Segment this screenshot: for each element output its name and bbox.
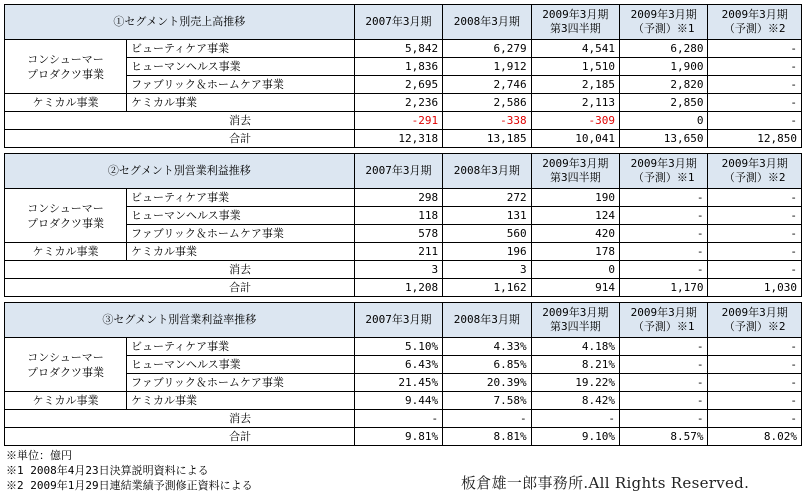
value-cell: 6.43% bbox=[354, 356, 442, 374]
spacer-cell bbox=[5, 279, 127, 297]
value-cell: 9.81% bbox=[354, 428, 442, 446]
group-consumer-products: コンシューマー プロダクツ事業 bbox=[5, 338, 127, 392]
value-cell: 196 bbox=[443, 243, 531, 261]
row-label: ビューティケア事業 bbox=[126, 189, 354, 207]
value-cell: 2,185 bbox=[531, 76, 619, 94]
value-cell: 8.21% bbox=[531, 356, 619, 374]
value-cell: 10,041 bbox=[531, 130, 619, 148]
row-label: ファブリック＆ホームケア事業 bbox=[126, 374, 354, 392]
table-row bbox=[5, 243, 802, 261]
value-cell: 124 bbox=[531, 207, 619, 225]
table-row bbox=[5, 338, 802, 356]
value-cell: -291 bbox=[354, 112, 442, 130]
column-header: 2009年3月期 第3四半期 bbox=[531, 5, 619, 40]
value-cell: 9.10% bbox=[531, 428, 619, 446]
value-cell: 4,541 bbox=[531, 40, 619, 58]
value-cell: 3 bbox=[354, 261, 442, 279]
value-cell: 560 bbox=[443, 225, 531, 243]
row-label: ケミカル事業 bbox=[126, 243, 354, 261]
value-cell: 8.81% bbox=[443, 428, 531, 446]
row-label: 合計 bbox=[126, 428, 354, 446]
value-cell: 7.58% bbox=[443, 392, 531, 410]
value-cell: 3 bbox=[443, 261, 531, 279]
value-cell: 1,170 bbox=[620, 279, 708, 297]
row-label: ヒューマンヘルス事業 bbox=[126, 356, 354, 374]
value-cell: - bbox=[708, 207, 802, 225]
segment-table-1 bbox=[4, 4, 802, 148]
value-cell: - bbox=[620, 392, 708, 410]
value-cell: -309 bbox=[531, 112, 619, 130]
table-title: ②セグメント別営業利益推移 bbox=[5, 154, 355, 189]
value-cell: - bbox=[708, 338, 802, 356]
column-header: 2007年3月期 bbox=[354, 5, 442, 40]
segment-table-3 bbox=[4, 302, 802, 446]
value-cell: 19.22% bbox=[531, 374, 619, 392]
column-header: 2007年3月期 bbox=[354, 303, 442, 338]
value-cell: 2,586 bbox=[443, 94, 531, 112]
value-cell: - bbox=[708, 356, 802, 374]
table-row bbox=[5, 279, 802, 297]
value-cell: 2,746 bbox=[443, 76, 531, 94]
note-2: ※2 2009年1月29日連結業績予測修正資料による bbox=[6, 479, 253, 492]
value-cell: 118 bbox=[354, 207, 442, 225]
row-label: 合計 bbox=[126, 279, 354, 297]
value-cell: 13,185 bbox=[443, 130, 531, 148]
footnotes bbox=[6, 448, 253, 493]
table-row bbox=[5, 189, 802, 207]
row-label: 消去 bbox=[126, 261, 354, 279]
value-cell: - bbox=[708, 94, 802, 112]
value-cell: - bbox=[620, 338, 708, 356]
value-cell: 420 bbox=[531, 225, 619, 243]
value-cell: 578 bbox=[354, 225, 442, 243]
spacer-cell bbox=[5, 410, 127, 428]
value-cell: - bbox=[708, 225, 802, 243]
column-header: 2008年3月期 bbox=[443, 303, 531, 338]
value-cell: 211 bbox=[354, 243, 442, 261]
value-cell: 6.85% bbox=[443, 356, 531, 374]
group-consumer-products: コンシューマー プロダクツ事業 bbox=[5, 40, 127, 94]
value-cell: - bbox=[620, 189, 708, 207]
group-chemical: ケミカル事業 bbox=[5, 392, 127, 410]
value-cell: 178 bbox=[531, 243, 619, 261]
table-title: ①セグメント別売上高推移 bbox=[5, 5, 355, 40]
value-cell: - bbox=[531, 410, 619, 428]
column-header: 2009年3月期 （予測）※2 bbox=[708, 154, 802, 189]
column-header: 2008年3月期 bbox=[443, 154, 531, 189]
value-cell: 2,236 bbox=[354, 94, 442, 112]
value-cell: - bbox=[620, 207, 708, 225]
segment-table-2 bbox=[4, 153, 802, 297]
value-cell: 272 bbox=[443, 189, 531, 207]
value-cell: 1,162 bbox=[443, 279, 531, 297]
value-cell: 1,900 bbox=[620, 58, 708, 76]
row-label: ケミカル事業 bbox=[126, 392, 354, 410]
table-row bbox=[5, 410, 802, 428]
table-row bbox=[5, 112, 802, 130]
row-label: 消去 bbox=[126, 410, 354, 428]
value-cell: - bbox=[620, 243, 708, 261]
row-label: ファブリック＆ホームケア事業 bbox=[126, 225, 354, 243]
value-cell: 2,113 bbox=[531, 94, 619, 112]
row-label: ファブリック＆ホームケア事業 bbox=[126, 76, 354, 94]
spacer-cell bbox=[5, 428, 127, 446]
spacer-cell bbox=[5, 261, 127, 279]
column-header: 2009年3月期 第3四半期 bbox=[531, 303, 619, 338]
value-cell: 21.45% bbox=[354, 374, 442, 392]
value-cell: - bbox=[708, 76, 802, 94]
value-cell: 9.44% bbox=[354, 392, 442, 410]
value-cell: - bbox=[620, 410, 708, 428]
value-cell: - bbox=[708, 58, 802, 76]
value-cell: 190 bbox=[531, 189, 619, 207]
value-cell: 298 bbox=[354, 189, 442, 207]
value-cell: 1,510 bbox=[531, 58, 619, 76]
row-label: ビューティケア事業 bbox=[126, 40, 354, 58]
value-cell: 2,850 bbox=[620, 94, 708, 112]
value-cell: - bbox=[620, 374, 708, 392]
row-label: ヒューマンヘルス事業 bbox=[126, 58, 354, 76]
value-cell: 20.39% bbox=[443, 374, 531, 392]
row-label: ビューティケア事業 bbox=[126, 338, 354, 356]
row-label: ヒューマンヘルス事業 bbox=[126, 207, 354, 225]
column-header: 2009年3月期 （予測）※1 bbox=[620, 303, 708, 338]
column-header: 2009年3月期 （予測）※1 bbox=[620, 5, 708, 40]
value-cell: 0 bbox=[620, 112, 708, 130]
value-cell: 1,208 bbox=[354, 279, 442, 297]
value-cell: - bbox=[620, 261, 708, 279]
note-unit: ※単位：億円 bbox=[6, 449, 72, 462]
value-cell: 8.02% bbox=[708, 428, 802, 446]
column-header: 2009年3月期 （予測）※2 bbox=[708, 303, 802, 338]
row-label: 合計 bbox=[126, 130, 354, 148]
value-cell: 6,279 bbox=[443, 40, 531, 58]
value-cell: - bbox=[708, 189, 802, 207]
value-cell: - bbox=[708, 40, 802, 58]
value-cell: 1,912 bbox=[443, 58, 531, 76]
value-cell: 6,280 bbox=[620, 40, 708, 58]
table-row bbox=[5, 428, 802, 446]
table-row bbox=[5, 392, 802, 410]
value-cell: - bbox=[708, 112, 802, 130]
value-cell: 8.42% bbox=[531, 392, 619, 410]
group-chemical: ケミカル事業 bbox=[5, 94, 127, 112]
value-cell: 914 bbox=[531, 279, 619, 297]
column-header: 2009年3月期 （予測）※2 bbox=[708, 5, 802, 40]
column-header: 2008年3月期 bbox=[443, 5, 531, 40]
row-label: 消去 bbox=[126, 112, 354, 130]
value-cell: 4.18% bbox=[531, 338, 619, 356]
value-cell: - bbox=[620, 225, 708, 243]
table-row bbox=[5, 130, 802, 148]
table-row bbox=[5, 261, 802, 279]
column-header: 2009年3月期 （予測）※1 bbox=[620, 154, 708, 189]
value-cell: 12,318 bbox=[354, 130, 442, 148]
value-cell: - bbox=[620, 356, 708, 374]
row-label: ケミカル事業 bbox=[126, 94, 354, 112]
value-cell: 131 bbox=[443, 207, 531, 225]
value-cell: - bbox=[354, 410, 442, 428]
copyright-text: 板倉雄一郎事務所.All Rights Reserved. bbox=[461, 474, 750, 492]
table-row bbox=[5, 94, 802, 112]
table-row bbox=[5, 40, 802, 58]
value-cell: 13,650 bbox=[620, 130, 708, 148]
value-cell: 1,030 bbox=[708, 279, 802, 297]
value-cell: 8.57% bbox=[620, 428, 708, 446]
note-1: ※1 2008年4月23日決算説明資料による bbox=[6, 464, 209, 477]
value-cell: - bbox=[708, 261, 802, 279]
spacer-cell bbox=[5, 130, 127, 148]
table-title: ③セグメント別営業利益率推移 bbox=[5, 303, 355, 338]
value-cell: 5,842 bbox=[354, 40, 442, 58]
value-cell: 5.10% bbox=[354, 338, 442, 356]
value-cell: - bbox=[708, 243, 802, 261]
value-cell: - bbox=[708, 410, 802, 428]
value-cell: 12,850 bbox=[708, 130, 802, 148]
value-cell: 4.33% bbox=[443, 338, 531, 356]
column-header: 2007年3月期 bbox=[354, 154, 442, 189]
value-cell: - bbox=[708, 374, 802, 392]
column-header: 2009年3月期 第3四半期 bbox=[531, 154, 619, 189]
value-cell: - bbox=[708, 392, 802, 410]
value-cell: 2,820 bbox=[620, 76, 708, 94]
value-cell: - bbox=[443, 410, 531, 428]
group-chemical: ケミカル事業 bbox=[5, 243, 127, 261]
group-consumer-products: コンシューマー プロダクツ事業 bbox=[5, 189, 127, 243]
spacer-cell bbox=[5, 112, 127, 130]
value-cell: 0 bbox=[531, 261, 619, 279]
value-cell: 2,695 bbox=[354, 76, 442, 94]
value-cell: 1,836 bbox=[354, 58, 442, 76]
value-cell: -338 bbox=[443, 112, 531, 130]
